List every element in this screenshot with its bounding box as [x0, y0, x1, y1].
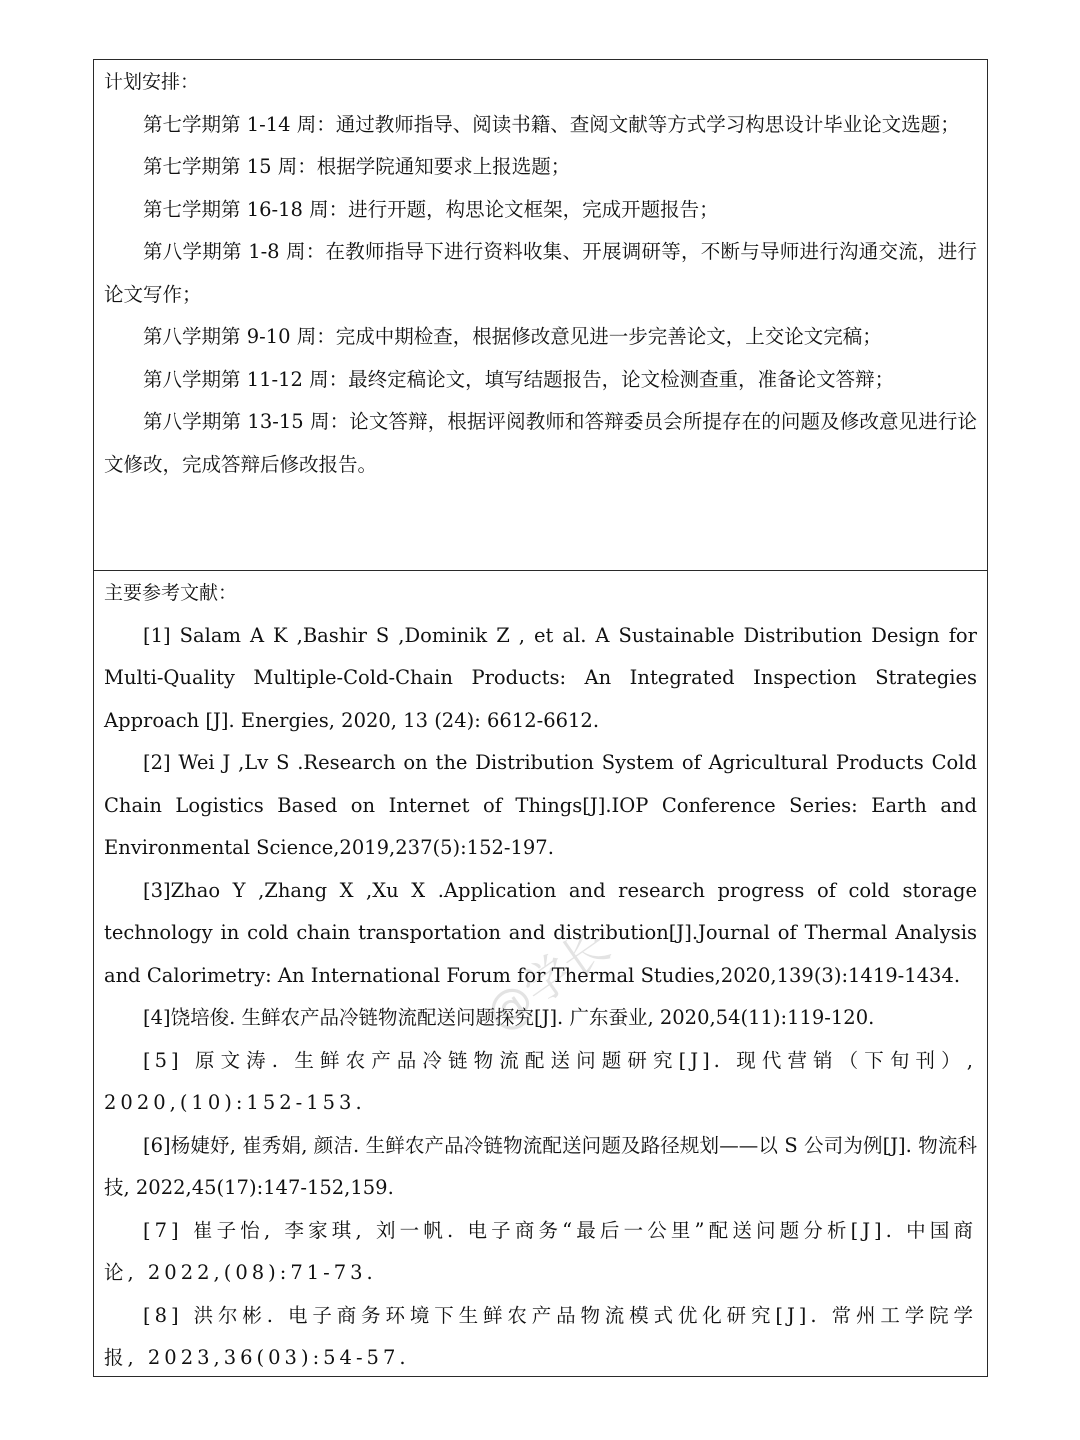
plan-section — [94, 60, 987, 571]
reference-item: [3]Zhao Y ,Zhang X ,Xu X .Application and research progress of cold storage technology in cold chain transportation and distribution[J].Journal of Thermal Analysis and Calorimetry: An International Forum for Thermal Studies,2020,139(3):1419-1434. — [104, 878, 977, 987]
reference-item: [6]杨婕妤, 崔秀娟, 颜洁. 生鲜农产品冷链物流配送问题及路径规划——以 S 公司为例[J]. 物流科技, 2022,45(17):147-152,159. — [104, 1133, 977, 1199]
document-table — [93, 59, 988, 1377]
plan-item: 第八学期第 13-15 周：论文答辩，根据评阅教师和答辩委员会所提存在的问题及修改意见进行论文修改，完成答辩后修改报告。 — [104, 410, 977, 476]
plan-item: 第七学期第 1-14 周：通过教师指导、阅读书籍、查阅文献等方式学习构思设计毕业论文选题； — [143, 112, 960, 136]
reference-item: [8] 洪尔彬. 电子商务环境下生鲜农产品物流模式优化研究[J]. 常州工学院学报, 2023,36(03):54-57. — [104, 1303, 977, 1369]
plan-item: 第七学期第 16-18 周：进行开题，构思论文框架，完成开题报告； — [143, 197, 719, 221]
reference-item: [5] 原文涛. 生鲜农产品冷链物流配送问题研究[J]. 现代营销（下旬刊）, 2020,(10):152-153. — [104, 1048, 977, 1114]
plan-item: 第八学期第 1-8 周：在教师指导下进行资料收集、开展调研等，不断与导师进行沟通交流，进行论文写作； — [104, 240, 977, 306]
watermark-text: @学长 — [475, 918, 620, 1042]
plan-heading: 计划安排： — [104, 71, 200, 93]
reference-item: [4]饶培俊. 生鲜农产品冷链物流配送问题探究[J]. 广东蚕业, 2020,54(11):119-120. — [143, 1006, 875, 1029]
references-heading: 主要参考文献： — [104, 582, 238, 604]
reference-item: [7] 崔子怡, 李家琪, 刘一帆. 电子商务“最后一公里”配送问题分析[J]. 中国商论, 2022,(08):71-73. — [104, 1218, 977, 1284]
references-section — [94, 571, 987, 1376]
reference-item: [2] Wei J ,Lv S .Research on the Distribution System of Agricultural Products Cold Chain Logistics Based on Internet of Things[J].IOP Conference Series: Earth and Environmental Science,2019,237(5):152-197. — [104, 751, 977, 859]
plan-item: 第七学期第 15 周：根据学院通知要求上报选题； — [143, 155, 571, 178]
reference-item: [1] Salam A K ,Bashir S ,Dominik Z , et al. A Sustainable Distribution Design for Multi-Quality Multiple-Cold-Chain Products: An Integrated Inspection Strategies Approach [J]. Energies, 2020, 13 (24): 6612-6612. — [104, 623, 977, 732]
plan-item: 第八学期第 11-12 周：最终定稿论文，填写结题报告，论文检测查重，准备论文答辩； — [143, 367, 895, 391]
plan-item: 第八学期第 9-10 周：完成中期检查，根据修改意见进一步完善论文，上交论文完稿； — [143, 325, 882, 348]
